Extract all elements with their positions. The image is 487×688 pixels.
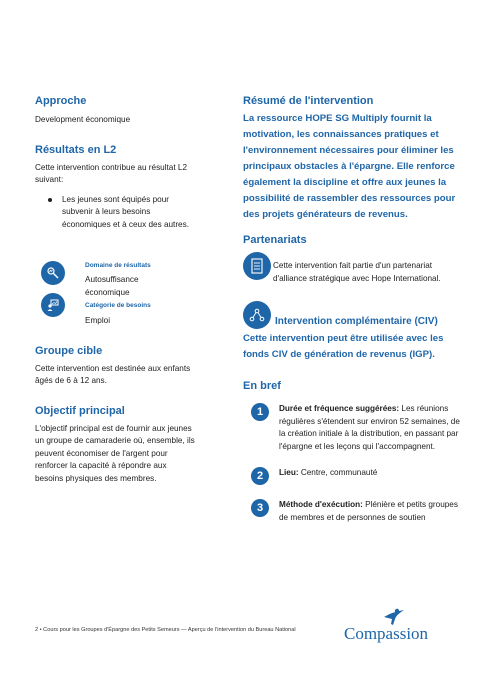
number-2-icon: 2 bbox=[251, 467, 269, 485]
bref-item-3-desc: Plénière et petits groupes de membres et de personnes de soutien bbox=[279, 500, 458, 522]
document-icon bbox=[243, 252, 271, 280]
number-3-icon: 3 bbox=[251, 499, 269, 517]
domaine-value: Autosuffisance économique bbox=[85, 275, 139, 297]
resultats-bullet-item bbox=[48, 194, 195, 232]
objectif-heading: Objectif principal bbox=[35, 404, 125, 417]
number-1-icon: 1 bbox=[251, 403, 269, 421]
bref-item-1-text bbox=[279, 403, 461, 453]
bref-list bbox=[243, 403, 461, 524]
bref-item-1 bbox=[251, 403, 461, 453]
civ-text: Cette intervention peut être utilisée avec les fonds CIV de génération de revenus (IGP). bbox=[243, 333, 444, 360]
network-icon bbox=[243, 301, 271, 329]
person-chart-icon bbox=[41, 293, 65, 317]
left-column bbox=[35, 94, 195, 485]
resultats-heading: Résultats en L2 bbox=[35, 143, 117, 156]
partenariats-heading: Partenariats bbox=[243, 234, 307, 246]
civ-heading-row bbox=[243, 301, 461, 329]
chart-person-icon bbox=[41, 261, 65, 285]
bullet-dot bbox=[48, 198, 52, 202]
groupe-heading: Groupe cible bbox=[35, 344, 103, 357]
bref-heading: En bref bbox=[243, 380, 281, 392]
resume-heading: Résumé de l'intervention bbox=[243, 95, 374, 107]
approche-text: Development économique bbox=[35, 115, 131, 124]
bref-item-1-label: Durée et fréquence suggérées: bbox=[279, 404, 400, 413]
logo-text: Compassion bbox=[344, 624, 429, 643]
compassion-logo bbox=[344, 608, 444, 648]
bref-item-2-desc: Centre, communauté bbox=[298, 468, 378, 477]
bref-item-3 bbox=[251, 499, 461, 524]
civ-heading: Intervention complémentaire (CIV) bbox=[275, 316, 438, 327]
bref-item-3-label: Méthode d'exécution: bbox=[279, 500, 363, 509]
objectif-text: L'objectif principal est de fournir aux jeunes un groupe de camaraderie où, ensemble, ils peuvent économiser de l'argent pour renforcer la capacité à répondre aux besoins physiques des membres. bbox=[35, 423, 195, 483]
right-column bbox=[243, 94, 461, 524]
partenariats-block bbox=[243, 252, 461, 285]
categorie-block bbox=[41, 301, 195, 328]
partenariats-text: Cette intervention fait partie d'un partenariat d'alliance stratégique avec Hope International. bbox=[273, 261, 441, 283]
categorie-label: Catégorie de besoins bbox=[85, 302, 151, 309]
resultats-bullet-text: Les jeunes sont équipés pour subvenir à leurs besoins économiques et à ceux des autres. bbox=[62, 194, 189, 229]
bref-item-1-desc: Les réunions régulières s'étendent sur environ 52 semaines, de la création initiale à la distribution, en passant par l'épargne et les leçons qui l'accompagnent. bbox=[279, 404, 460, 451]
bref-item-2 bbox=[251, 467, 461, 485]
approche-heading: Approche bbox=[35, 95, 87, 107]
categorie-value: Emploi bbox=[85, 316, 111, 325]
page-footer: 2 • Cours pour les Groupes d'Épargne des Petits Semeurs — Aperçu de l'intervention du Bureau National bbox=[35, 627, 296, 633]
bref-item-3-text bbox=[279, 499, 461, 524]
domaine-block bbox=[41, 261, 195, 299]
bref-item-2-text bbox=[279, 467, 377, 485]
resultats-text: Cette intervention contribue au résultat L2 suivant: bbox=[35, 162, 188, 184]
domaine-label: Domaine de résultats bbox=[85, 262, 151, 269]
groupe-text: Cette intervention est destinée aux enfants âgés de 6 à 12 ans. bbox=[35, 363, 191, 385]
resume-text: La ressource HOPE SG Multiply fournit la motivation, les connaissances pratiques et l'environnement nécessaires pour éliminer les principaux obstacles à l'épargne. Elle renforce également la discipline et offre aux jeunes la possibilité de rassembler des ressources pour des projets générateurs de revenus. bbox=[243, 113, 456, 220]
bref-item-2-label: Lieu: bbox=[279, 468, 299, 477]
